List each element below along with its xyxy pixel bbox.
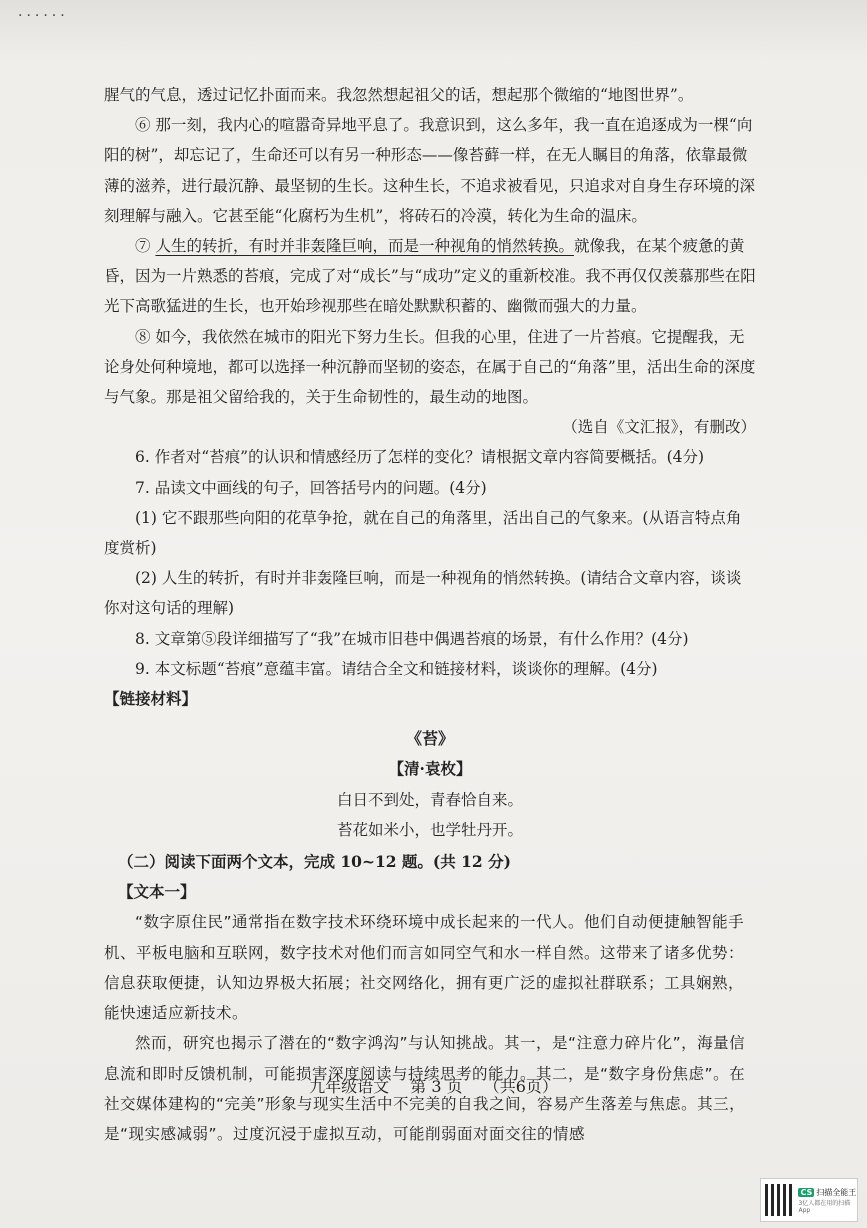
top-dots: ...... (18, 4, 69, 20)
article-paragraph-6: ⑥ 那一刻，我内心的喧嚣奇异地平息了。我意识到，这么多年，我一直在追逐成为一棵“向阳的树”，却忘记了，生命还可以有另一种形态——像苔藓一样，在无人瞩目的角落，依靠最微薄的滋养，进行最沉静、最坚韧的生长。这种生长，不追求被看见，只追求对自身生存环境的深刻理解与融入。它甚至能“化腐朽为生机”，将砖石的冷漠，转化为生命的温床。 (104, 116, 756, 225)
question-7: 7. 品读文中画线的句子，回答括号内的问题。(4分) (135, 478, 487, 497)
footer-subject: 九年级语文 (309, 1077, 390, 1096)
poem-author: 【清·袁枚】 (388, 759, 472, 779)
scanner-watermark (760, 1178, 858, 1222)
article-paragraph-8: ⑧ 如今，我依然在城市的阳光下努力生长。但我的心里，住进了一片苔痕。它提醒我，无论身处何种境地，都可以选择一种沉静而坚韧的姿态，在属于自己的“角落”里，活出生命的深度与气象。那是祖父留给我的，关于生命韧性的，最生动的地图。 (104, 327, 756, 407)
qr-code-icon (765, 1184, 794, 1216)
article-paragraph-7 (104, 231, 756, 322)
paragraph-7-number: ⑦ (135, 237, 156, 256)
question-8: 8. 文章第⑤段详细描写了“我”在城市旧巷中偶遇苔痕的场景，有什么作用？(4分) (135, 629, 689, 648)
footer-page-number: 第 3 页 (410, 1077, 463, 1096)
section-2-heading: （二）阅读下面两个文本，完成 10~12 题。(共 12 分) (118, 852, 511, 872)
question-6: 6. 作者对“苔痕”的认识和情感经历了怎样的变化？请根据文章内容简要概括。(4分) (135, 448, 705, 467)
text-1-label: 【文本一】 (118, 882, 196, 902)
question-9: 9. 本文标题“苔痕”意蕴丰富。请结合全文和链接材料，谈谈你的理解。(4分) (135, 659, 658, 678)
article-source: （选自《文汇报》，有删改） (562, 418, 756, 437)
paragraph-7-rest: 就像我，在某个疲惫的黄昏，因为一片熟悉的苔痕，完成了对“成长”与“成功”定义的重新校准。我不再仅仅羡慕那些在阳光下高歌猛进的生长，也开始珍视那些在暗处默默积蓄的、幽微而强大的力量。 (104, 237, 756, 316)
scanner-name: 扫描全能王 (816, 1187, 857, 1197)
scanner-tagline: 3亿人都在用的扫描App (798, 1199, 851, 1214)
poem-line-2: 苔花如米小，也学牡丹开。 (336, 820, 523, 839)
underlined-sentence: 人生的转折，有时并非轰隆巨响，而是一种视角的悄然转换。 (155, 237, 574, 256)
page-footer (0, 1074, 867, 1097)
poem-line-1: 白日不到处，青春恰自来。 (336, 790, 523, 809)
camscanner-logo-icon: CS (800, 1187, 813, 1197)
text-1-paragraph-2: 然而，研究也揭示了潜在的“数字鸿沟”与认知挑战。其一，是“注意力碎片化”，海量信息流和即时反馈机制，可能损害深度阅读与持续思考的能力。其二，是“数字身份焦虑”。在社交媒体建构的“完美”形象与现实生活中不完美的自我之间，容易产生落差与焦虑。其三，是“现实感减弱”。过度沉浸于虚拟互动，可能削弱面对面交往的情感 (104, 1034, 746, 1143)
question-7-1: (1) 它不跟那些向阳的花草争抢，就在自己的角落里，活出自己的气象来。(从语言特点角度赏析) (104, 508, 742, 558)
link-material-label: 【链接材料】 (104, 689, 198, 709)
scanner-brand (798, 1187, 857, 1214)
page-content (104, 80, 756, 1149)
text-1-paragraph-1: “数字原住民”通常指在数字技术环绕环境中成长起来的一代人。他们自动便捷触智能手机、平板电脑和互联网，数字技术对他们而言如同空气和水一样自然。这带来了诸多优势：信息获取便捷，认知边界极大拓展；社交网络化，拥有更广泛的虚拟社群联系；工具娴熟，能快速适应新技术。 (104, 913, 745, 1023)
article-paragraph-5-end: 腥气的气息，透过记忆扑面而来。我忽然想起祖父的话，想起那个微缩的“地图世界”。 (104, 86, 694, 104)
question-7-2: (2) 人生的转折，有时并非轰隆巨响，而是一种视角的悄然转换。(请结合文章内容，谈谈你对这句话的理解) (104, 569, 742, 618)
footer-total-pages: （共6页） (483, 1077, 558, 1096)
poem-title: 《苔》 (405, 729, 454, 749)
